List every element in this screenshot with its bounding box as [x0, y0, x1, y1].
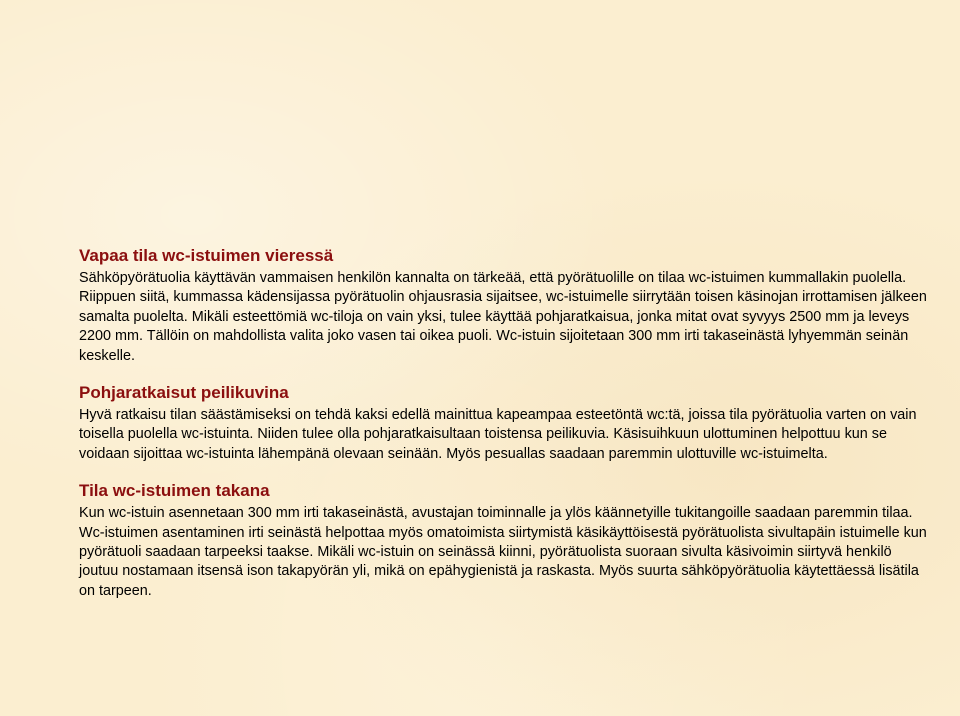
section-paragraph: Hyvä ratkaisu tilan säästämiseksi on tehdä kaksi edellä mainittua kapeampaa esteetöntä wc:tä, joissa tila pyörätuolia varten on vain toisella puolella wc-istuinta. Niiden tulee olla pohjaratkaisultaan toistensa peilikuvia. Käsisuihkuun ulottuminen helpottuu kun se voidaan sijoittaa wc-istuinta lähempänä olevaan seinään. Myös pesuallas saadaan paremmin ulottuville wc-istuimelta.: [79, 407, 917, 462]
section-paragraph: Kun wc-istuin asennetaan 300 mm irti takaseinästä, avustajan toiminnalle ja ylös käännetyille tukitangoille saadaan paremmin tilaa. Wc-istuimen asentaminen irti seinästä helpottaa myös omatoimista siirtymistä käsikäyttöisestä pyörätuolista sivultapäin istuimelle kun pyörätuoli saadaan tarpeeksi taakse. Mikäli wc-istuin on seinässä kiinni, pyörätuolista suoraan sivulta käsivoimin siirtyvä henkilö joutuu nostamaan itsensä ison takapyörän yli, mikä on epähygienistä ja raskasta. Myös suurta sähköpyörätuolia käytettäessä lisätila on tarpeen.: [79, 505, 927, 599]
section-heading: Pohjaratkaisut peilikuvina: [79, 383, 289, 403]
section-free-space: [79, 245, 929, 366]
section-space-behind: [79, 480, 929, 601]
document-body: [79, 245, 929, 601]
section-heading: Tila wc-istuimen takana: [79, 481, 270, 501]
section-heading: Vapaa tila wc-istuimen vieressä: [79, 246, 334, 265]
section-paragraph: Sähköpyörätuolia käyttävän vammaisen henkilön kannalta on tärkeää, että pyörätuolille on tilaa wc-istuimen kummallakin puolella. Riippuen siitä, kummassa kädensijassa pyörätuolin ohjausrasia sijaitsee, wc-istuimelle siirrytään toisen käsinojan irrottamisen jälkeen samalta puolelta. Mikäli esteettömiä wc-tiloja on vain yksi, tulee käyttää pohjaratkaisua, jonka mitat ovat syvyys 2500 mm ja leveys 2200 mm. Tällöin on mahdollista valita joko vasen tai oikea puoli. Wc-istuin sijoitetaan 300 mm irti takaseinästä lyhyemmän seinän keskelle.: [79, 270, 927, 364]
section-mirror-layouts: [79, 382, 929, 464]
